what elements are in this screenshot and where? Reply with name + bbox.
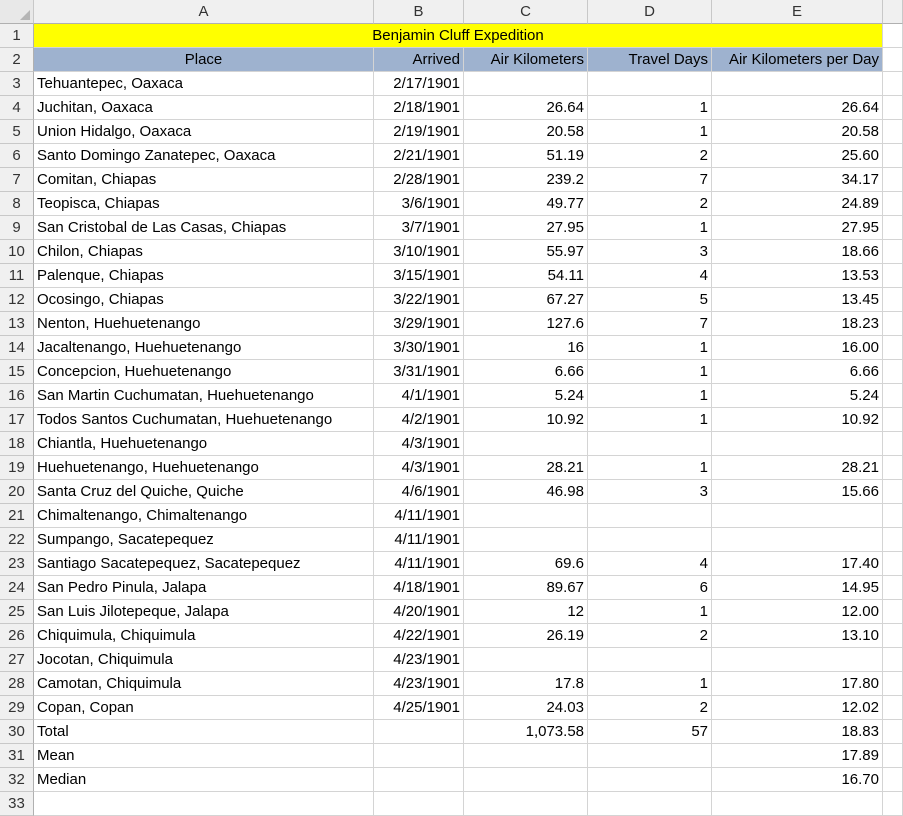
row-number[interactable]: 7: [0, 168, 34, 192]
cell[interactable]: [883, 120, 903, 144]
place-cell[interactable]: San Martin Cuchumatan, Huehuetenango: [34, 384, 374, 408]
travel-days-cell[interactable]: [588, 648, 712, 672]
place-cell[interactable]: Todos Santos Cuchumatan, Huehuetenango: [34, 408, 374, 432]
row-number[interactable]: 29: [0, 696, 34, 720]
travel-days-cell[interactable]: 3: [588, 480, 712, 504]
air-km-cell[interactable]: 24.03: [464, 696, 588, 720]
arrived-cell[interactable]: 2/21/1901: [374, 144, 464, 168]
km-per-day-cell[interactable]: 13.53: [712, 264, 883, 288]
arrived-cell[interactable]: 3/31/1901: [374, 360, 464, 384]
arrived-cell[interactable]: [374, 744, 464, 768]
row-number[interactable]: 5: [0, 120, 34, 144]
arrived-cell[interactable]: [374, 720, 464, 744]
air-km-cell[interactable]: 28.21: [464, 456, 588, 480]
air-km-cell[interactable]: 10.92: [464, 408, 588, 432]
air-km-cell[interactable]: 55.97: [464, 240, 588, 264]
cell[interactable]: [883, 288, 903, 312]
row-number[interactable]: 22: [0, 528, 34, 552]
km-per-day-cell[interactable]: 6.66: [712, 360, 883, 384]
cell[interactable]: [883, 744, 903, 768]
travel-days-cell[interactable]: 7: [588, 312, 712, 336]
place-cell[interactable]: Concepcion, Huehuetenango: [34, 360, 374, 384]
cell[interactable]: [883, 96, 903, 120]
table-row: [0, 576, 903, 600]
place-cell[interactable]: Chimaltenango, Chimaltenango: [34, 504, 374, 528]
place-cell[interactable]: Palenque, Chiapas: [34, 264, 374, 288]
cell[interactable]: [883, 408, 903, 432]
title-cell[interactable]: Benjamin Cluff Expedition: [34, 24, 883, 48]
arrived-cell[interactable]: 4/11/1901: [374, 528, 464, 552]
table-row: [0, 240, 903, 264]
travel-days-cell[interactable]: [588, 432, 712, 456]
row-number[interactable]: 32: [0, 768, 34, 792]
table-row: [0, 672, 903, 696]
cell[interactable]: [883, 576, 903, 600]
travel-days-cell[interactable]: 1: [588, 120, 712, 144]
km-per-day-cell[interactable]: 17.40: [712, 552, 883, 576]
arrived-cell[interactable]: 4/11/1901: [374, 504, 464, 528]
air-km-cell[interactable]: [464, 768, 588, 792]
row-number[interactable]: 6: [0, 144, 34, 168]
travel-days-cell[interactable]: 4: [588, 264, 712, 288]
table-row: [0, 144, 903, 168]
air-km-cell[interactable]: 89.67: [464, 576, 588, 600]
air-km-cell[interactable]: 51.19: [464, 144, 588, 168]
place-cell[interactable]: Copan, Copan: [34, 696, 374, 720]
arrived-cell[interactable]: 4/25/1901: [374, 696, 464, 720]
travel-days-cell[interactable]: 2: [588, 144, 712, 168]
cell[interactable]: [883, 336, 903, 360]
travel-days-cell[interactable]: 5: [588, 288, 712, 312]
km-per-day-cell[interactable]: 34.17: [712, 168, 883, 192]
air-km-cell[interactable]: [464, 792, 588, 816]
place-cell[interactable]: Santiago Sacatepequez, Sacatepequez: [34, 552, 374, 576]
row-number[interactable]: 15: [0, 360, 34, 384]
header-km-per-day[interactable]: Air Kilometers per Day: [712, 48, 883, 72]
row-number[interactable]: 2: [0, 48, 34, 72]
travel-days-cell[interactable]: 3: [588, 240, 712, 264]
cell[interactable]: [883, 552, 903, 576]
table-row: [0, 456, 903, 480]
place-cell[interactable]: San Cristobal de Las Casas, Chiapas: [34, 216, 374, 240]
cell[interactable]: [883, 624, 903, 648]
arrived-cell[interactable]: 3/10/1901: [374, 240, 464, 264]
row-number[interactable]: 3: [0, 72, 34, 96]
header-travel-days[interactable]: Travel Days: [588, 48, 712, 72]
km-per-day-cell[interactable]: 16.00: [712, 336, 883, 360]
air-km-cell[interactable]: [464, 72, 588, 96]
place-cell[interactable]: Ocosingo, Chiapas: [34, 288, 374, 312]
row-number[interactable]: 27: [0, 648, 34, 672]
cell[interactable]: [883, 648, 903, 672]
cell[interactable]: [883, 600, 903, 624]
data-rows: [0, 72, 903, 816]
arrived-cell[interactable]: 4/23/1901: [374, 672, 464, 696]
cell[interactable]: [883, 144, 903, 168]
arrived-cell[interactable]: 4/3/1901: [374, 456, 464, 480]
place-cell[interactable]: Juchitan, Oaxaca: [34, 96, 374, 120]
table-row: [0, 168, 903, 192]
km-per-day-cell[interactable]: 12.02: [712, 696, 883, 720]
air-km-cell[interactable]: 17.8: [464, 672, 588, 696]
row-number[interactable]: 14: [0, 336, 34, 360]
table-row: [0, 120, 903, 144]
air-km-cell[interactable]: [464, 432, 588, 456]
place-cell[interactable]: Jocotan, Chiquimula: [34, 648, 374, 672]
travel-days-cell[interactable]: 6: [588, 576, 712, 600]
table-row: [0, 504, 903, 528]
table-row: [0, 696, 903, 720]
place-cell[interactable]: Tehuantepec, Oaxaca: [34, 72, 374, 96]
row-number[interactable]: 21: [0, 504, 34, 528]
place-cell[interactable]: Chiquimula, Chiquimula: [34, 624, 374, 648]
sheet-row-1: [0, 24, 903, 48]
table-row: [0, 720, 903, 744]
arrived-cell[interactable]: 2/28/1901: [374, 168, 464, 192]
place-cell[interactable]: Comitan, Chiapas: [34, 168, 374, 192]
air-km-cell[interactable]: [464, 744, 588, 768]
place-cell[interactable]: Teopisca, Chiapas: [34, 192, 374, 216]
table-row: [0, 216, 903, 240]
km-per-day-cell[interactable]: 13.45: [712, 288, 883, 312]
cell[interactable]: [883, 312, 903, 336]
row-number[interactable]: 33: [0, 792, 34, 816]
cell[interactable]: [883, 432, 903, 456]
km-per-day-cell[interactable]: 10.92: [712, 408, 883, 432]
column-header-d[interactable]: D: [588, 0, 712, 24]
air-km-cell[interactable]: 6.66: [464, 360, 588, 384]
travel-days-cell[interactable]: 1: [588, 96, 712, 120]
cell[interactable]: [883, 168, 903, 192]
arrived-cell[interactable]: 4/11/1901: [374, 552, 464, 576]
cell[interactable]: [883, 792, 903, 816]
place-cell[interactable]: Nenton, Huehuetenango: [34, 312, 374, 336]
cell[interactable]: [883, 360, 903, 384]
table-row: [0, 744, 903, 768]
travel-days-cell[interactable]: 7: [588, 168, 712, 192]
cell[interactable]: [883, 264, 903, 288]
row-number[interactable]: 12: [0, 288, 34, 312]
table-row: [0, 768, 903, 792]
table-row: [0, 792, 903, 816]
air-km-cell[interactable]: 46.98: [464, 480, 588, 504]
row-number[interactable]: 26: [0, 624, 34, 648]
column-header-b[interactable]: B: [374, 0, 464, 24]
row-number[interactable]: 16: [0, 384, 34, 408]
cell[interactable]: [883, 384, 903, 408]
place-cell[interactable]: Total: [34, 720, 374, 744]
table-row: [0, 624, 903, 648]
cell[interactable]: [883, 672, 903, 696]
row-number[interactable]: 10: [0, 240, 34, 264]
air-km-cell[interactable]: [464, 504, 588, 528]
travel-days-cell[interactable]: 2: [588, 696, 712, 720]
arrived-cell[interactable]: 4/18/1901: [374, 576, 464, 600]
sheet-row-2: [0, 48, 903, 72]
travel-days-cell[interactable]: 1: [588, 216, 712, 240]
arrived-cell[interactable]: 4/2/1901: [374, 408, 464, 432]
table-row: [0, 528, 903, 552]
table-row: [0, 312, 903, 336]
cell[interactable]: [883, 192, 903, 216]
km-per-day-cell[interactable]: 24.89: [712, 192, 883, 216]
travel-days-cell[interactable]: [588, 72, 712, 96]
column-header-f[interactable]: [883, 0, 903, 24]
place-cell[interactable]: Chiantla, Huehuetenango: [34, 432, 374, 456]
cell[interactable]: [883, 216, 903, 240]
air-km-cell[interactable]: 127.6: [464, 312, 588, 336]
travel-days-cell[interactable]: 1: [588, 600, 712, 624]
row-number[interactable]: 24: [0, 576, 34, 600]
travel-days-cell[interactable]: 57: [588, 720, 712, 744]
place-cell[interactable]: Jacaltenango, Huehuetenango: [34, 336, 374, 360]
arrived-cell[interactable]: 2/18/1901: [374, 96, 464, 120]
km-per-day-cell[interactable]: 5.24: [712, 384, 883, 408]
place-cell[interactable]: Chilon, Chiapas: [34, 240, 374, 264]
row-number[interactable]: 4: [0, 96, 34, 120]
table-row: [0, 408, 903, 432]
select-all-triangle-icon: [20, 10, 30, 20]
km-per-day-cell[interactable]: 27.95: [712, 216, 883, 240]
km-per-day-cell[interactable]: 14.95: [712, 576, 883, 600]
arrived-cell[interactable]: 3/22/1901: [374, 288, 464, 312]
table-row: [0, 600, 903, 624]
arrived-cell[interactable]: 4/22/1901: [374, 624, 464, 648]
air-km-cell[interactable]: 12: [464, 600, 588, 624]
row-number[interactable]: 9: [0, 216, 34, 240]
km-per-day-cell[interactable]: [712, 528, 883, 552]
air-km-cell[interactable]: [464, 528, 588, 552]
air-km-cell[interactable]: [464, 648, 588, 672]
column-header-c[interactable]: C: [464, 0, 588, 24]
place-cell[interactable]: Union Hidalgo, Oaxaca: [34, 120, 374, 144]
arrived-cell[interactable]: 4/3/1901: [374, 432, 464, 456]
row-number[interactable]: 30: [0, 720, 34, 744]
table-row: [0, 288, 903, 312]
arrived-cell[interactable]: 3/15/1901: [374, 264, 464, 288]
arrived-cell[interactable]: 4/1/1901: [374, 384, 464, 408]
air-km-cell[interactable]: 69.6: [464, 552, 588, 576]
row-number[interactable]: 17: [0, 408, 34, 432]
place-cell[interactable]: Median: [34, 768, 374, 792]
column-header-row: [0, 0, 903, 24]
km-per-day-cell[interactable]: 12.00: [712, 600, 883, 624]
km-per-day-cell[interactable]: 17.80: [712, 672, 883, 696]
air-km-cell[interactable]: 5.24: [464, 384, 588, 408]
km-per-day-cell[interactable]: 20.58: [712, 120, 883, 144]
place-cell[interactable]: [34, 792, 374, 816]
table-row: [0, 264, 903, 288]
place-cell[interactable]: Huehuetenango, Huehuetenango: [34, 456, 374, 480]
cell[interactable]: [883, 456, 903, 480]
km-per-day-cell[interactable]: 18.66: [712, 240, 883, 264]
cell[interactable]: [883, 504, 903, 528]
km-per-day-cell[interactable]: [712, 432, 883, 456]
place-cell[interactable]: San Pedro Pinula, Jalapa: [34, 576, 374, 600]
travel-days-cell[interactable]: [588, 744, 712, 768]
select-all-corner[interactable]: [0, 0, 34, 24]
place-cell[interactable]: Santa Cruz del Quiche, Quiche: [34, 480, 374, 504]
place-cell[interactable]: San Luis Jilotepeque, Jalapa: [34, 600, 374, 624]
km-per-day-cell[interactable]: 16.70: [712, 768, 883, 792]
table-row: [0, 384, 903, 408]
air-km-cell[interactable]: 1,073.58: [464, 720, 588, 744]
travel-days-cell[interactable]: [588, 792, 712, 816]
header-arrived[interactable]: Arrived: [374, 48, 464, 72]
km-per-day-cell[interactable]: [712, 792, 883, 816]
km-per-day-cell[interactable]: 18.23: [712, 312, 883, 336]
arrived-cell[interactable]: 4/6/1901: [374, 480, 464, 504]
arrived-cell[interactable]: 2/19/1901: [374, 120, 464, 144]
header-air-km[interactable]: Air Kilometers: [464, 48, 588, 72]
km-per-day-cell[interactable]: 15.66: [712, 480, 883, 504]
travel-days-cell[interactable]: 1: [588, 672, 712, 696]
km-per-day-cell[interactable]: [712, 648, 883, 672]
km-per-day-cell[interactable]: [712, 72, 883, 96]
row-number[interactable]: 11: [0, 264, 34, 288]
cell[interactable]: [883, 240, 903, 264]
travel-days-cell[interactable]: [588, 504, 712, 528]
row-number[interactable]: 31: [0, 744, 34, 768]
cell[interactable]: [883, 48, 903, 72]
table-row: [0, 360, 903, 384]
arrived-cell[interactable]: [374, 792, 464, 816]
column-header-e[interactable]: E: [712, 0, 883, 24]
travel-days-cell[interactable]: 1: [588, 384, 712, 408]
air-km-cell[interactable]: 239.2: [464, 168, 588, 192]
place-cell[interactable]: Sumpango, Sacatepequez: [34, 528, 374, 552]
air-km-cell[interactable]: 49.77: [464, 192, 588, 216]
km-per-day-cell[interactable]: [712, 504, 883, 528]
travel-days-cell[interactable]: 2: [588, 192, 712, 216]
row-number[interactable]: 8: [0, 192, 34, 216]
km-per-day-cell[interactable]: 25.60: [712, 144, 883, 168]
arrived-cell[interactable]: 4/23/1901: [374, 648, 464, 672]
place-cell[interactable]: Camotan, Chiquimula: [34, 672, 374, 696]
travel-days-cell[interactable]: 1: [588, 408, 712, 432]
arrived-cell[interactable]: 2/17/1901: [374, 72, 464, 96]
km-per-day-cell[interactable]: 26.64: [712, 96, 883, 120]
travel-days-cell[interactable]: 2: [588, 624, 712, 648]
air-km-cell[interactable]: 20.58: [464, 120, 588, 144]
table-row: [0, 552, 903, 576]
cell[interactable]: [883, 24, 903, 48]
air-km-cell[interactable]: 26.19: [464, 624, 588, 648]
row-number[interactable]: 28: [0, 672, 34, 696]
table-row: [0, 72, 903, 96]
cell[interactable]: [883, 480, 903, 504]
row-number[interactable]: 1: [0, 24, 34, 48]
arrived-cell[interactable]: 3/29/1901: [374, 312, 464, 336]
table-row: [0, 432, 903, 456]
table-row: [0, 336, 903, 360]
table-row: [0, 480, 903, 504]
arrived-cell[interactable]: 3/6/1901: [374, 192, 464, 216]
place-cell[interactable]: Santo Domingo Zanatepec, Oaxaca: [34, 144, 374, 168]
table-row: [0, 96, 903, 120]
table-row: [0, 192, 903, 216]
travel-days-cell[interactable]: [588, 768, 712, 792]
travel-days-cell[interactable]: 1: [588, 456, 712, 480]
arrived-cell[interactable]: 3/30/1901: [374, 336, 464, 360]
cell[interactable]: [883, 720, 903, 744]
arrived-cell[interactable]: 4/20/1901: [374, 600, 464, 624]
cell[interactable]: [883, 72, 903, 96]
row-number[interactable]: 25: [0, 600, 34, 624]
air-km-cell[interactable]: 26.64: [464, 96, 588, 120]
km-per-day-cell[interactable]: 17.89: [712, 744, 883, 768]
place-cell[interactable]: Mean: [34, 744, 374, 768]
cell[interactable]: [883, 768, 903, 792]
arrived-cell[interactable]: 3/7/1901: [374, 216, 464, 240]
km-per-day-cell[interactable]: 13.10: [712, 624, 883, 648]
air-km-cell[interactable]: 27.95: [464, 216, 588, 240]
cell[interactable]: [883, 528, 903, 552]
air-km-cell[interactable]: 54.11: [464, 264, 588, 288]
row-number[interactable]: 20: [0, 480, 34, 504]
air-km-cell[interactable]: 67.27: [464, 288, 588, 312]
km-per-day-cell[interactable]: 18.83: [712, 720, 883, 744]
km-per-day-cell[interactable]: 28.21: [712, 456, 883, 480]
table-row: [0, 648, 903, 672]
cell[interactable]: [883, 696, 903, 720]
arrived-cell[interactable]: [374, 768, 464, 792]
row-number[interactable]: 13: [0, 312, 34, 336]
travel-days-cell[interactable]: 1: [588, 336, 712, 360]
row-number[interactable]: 18: [0, 432, 34, 456]
travel-days-cell[interactable]: 4: [588, 552, 712, 576]
column-header-a[interactable]: A: [34, 0, 374, 24]
row-number[interactable]: 19: [0, 456, 34, 480]
travel-days-cell[interactable]: [588, 528, 712, 552]
row-number[interactable]: 23: [0, 552, 34, 576]
travel-days-cell[interactable]: 1: [588, 360, 712, 384]
header-place[interactable]: Place: [34, 48, 374, 72]
air-km-cell[interactable]: 16: [464, 336, 588, 360]
